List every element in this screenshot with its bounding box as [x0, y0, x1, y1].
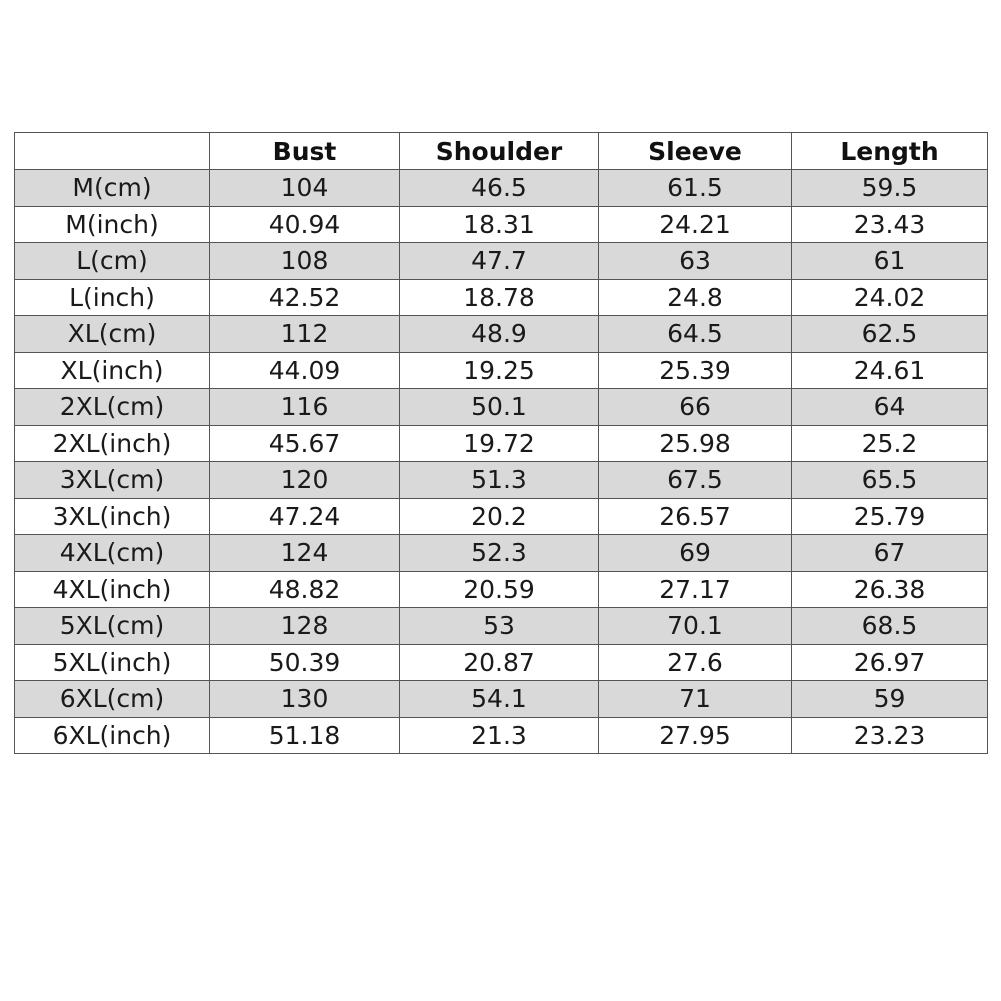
- table-row: [15, 681, 988, 718]
- cell-bust: 45.67: [210, 425, 400, 462]
- header-sleeve: Sleeve: [599, 133, 792, 170]
- table-row: [15, 170, 988, 207]
- cell-size: M(inch): [15, 206, 210, 243]
- table-body: [15, 170, 988, 754]
- header-size: [15, 133, 210, 170]
- cell-size: 5XL(cm): [15, 608, 210, 645]
- table-row: [15, 608, 988, 645]
- cell-size: 2XL(inch): [15, 425, 210, 462]
- cell-shoulder: 19.25: [400, 352, 599, 389]
- cell-length: 62.5: [792, 316, 988, 353]
- cell-size: 6XL(inch): [15, 717, 210, 754]
- cell-shoulder: 48.9: [400, 316, 599, 353]
- table-row: [15, 717, 988, 754]
- cell-size: L(cm): [15, 243, 210, 280]
- cell-sleeve: 27.17: [599, 571, 792, 608]
- cell-size: M(cm): [15, 170, 210, 207]
- cell-length: 59: [792, 681, 988, 718]
- cell-bust: 51.18: [210, 717, 400, 754]
- cell-sleeve: 69: [599, 535, 792, 572]
- cell-bust: 124: [210, 535, 400, 572]
- cell-length: 23.43: [792, 206, 988, 243]
- cell-sleeve: 25.39: [599, 352, 792, 389]
- cell-sleeve: 66: [599, 389, 792, 426]
- cell-length: 23.23: [792, 717, 988, 754]
- cell-sleeve: 70.1: [599, 608, 792, 645]
- cell-size: 6XL(cm): [15, 681, 210, 718]
- cell-shoulder: 52.3: [400, 535, 599, 572]
- cell-size: 4XL(cm): [15, 535, 210, 572]
- size-chart-table: [14, 132, 988, 754]
- cell-length: 61: [792, 243, 988, 280]
- table-header-row: [15, 133, 988, 170]
- cell-length: 68.5: [792, 608, 988, 645]
- table-row: [15, 206, 988, 243]
- cell-shoulder: 50.1: [400, 389, 599, 426]
- cell-shoulder: 51.3: [400, 462, 599, 499]
- cell-size: XL(inch): [15, 352, 210, 389]
- cell-size: L(inch): [15, 279, 210, 316]
- cell-bust: 42.52: [210, 279, 400, 316]
- cell-shoulder: 46.5: [400, 170, 599, 207]
- cell-sleeve: 25.98: [599, 425, 792, 462]
- cell-bust: 44.09: [210, 352, 400, 389]
- cell-shoulder: 54.1: [400, 681, 599, 718]
- cell-length: 59.5: [792, 170, 988, 207]
- cell-length: 67: [792, 535, 988, 572]
- cell-sleeve: 24.21: [599, 206, 792, 243]
- cell-bust: 47.24: [210, 498, 400, 535]
- cell-length: 25.79: [792, 498, 988, 535]
- cell-sleeve: 26.57: [599, 498, 792, 535]
- cell-length: 25.2: [792, 425, 988, 462]
- cell-size: 4XL(inch): [15, 571, 210, 608]
- cell-size: 2XL(cm): [15, 389, 210, 426]
- table-row: [15, 389, 988, 426]
- cell-bust: 48.82: [210, 571, 400, 608]
- cell-sleeve: 63: [599, 243, 792, 280]
- cell-sleeve: 27.95: [599, 717, 792, 754]
- table-row: [15, 462, 988, 499]
- cell-bust: 50.39: [210, 644, 400, 681]
- cell-length: 26.38: [792, 571, 988, 608]
- cell-sleeve: 64.5: [599, 316, 792, 353]
- cell-size: 3XL(inch): [15, 498, 210, 535]
- cell-length: 64: [792, 389, 988, 426]
- cell-shoulder: 20.59: [400, 571, 599, 608]
- cell-shoulder: 19.72: [400, 425, 599, 462]
- cell-shoulder: 18.31: [400, 206, 599, 243]
- cell-length: 24.02: [792, 279, 988, 316]
- cell-bust: 120: [210, 462, 400, 499]
- table-row: [15, 243, 988, 280]
- table-row: [15, 644, 988, 681]
- cell-bust: 116: [210, 389, 400, 426]
- cell-size: 3XL(cm): [15, 462, 210, 499]
- cell-sleeve: 61.5: [599, 170, 792, 207]
- table-row: [15, 535, 988, 572]
- cell-shoulder: 18.78: [400, 279, 599, 316]
- cell-sleeve: 67.5: [599, 462, 792, 499]
- cell-bust: 128: [210, 608, 400, 645]
- table-row: [15, 498, 988, 535]
- table-row: [15, 352, 988, 389]
- cell-bust: 104: [210, 170, 400, 207]
- cell-sleeve: 71: [599, 681, 792, 718]
- table-row: [15, 316, 988, 353]
- cell-shoulder: 53: [400, 608, 599, 645]
- cell-shoulder: 20.87: [400, 644, 599, 681]
- cell-bust: 40.94: [210, 206, 400, 243]
- cell-sleeve: 27.6: [599, 644, 792, 681]
- table-row: [15, 279, 988, 316]
- cell-length: 26.97: [792, 644, 988, 681]
- header-bust: Bust: [210, 133, 400, 170]
- cell-bust: 108: [210, 243, 400, 280]
- cell-shoulder: 21.3: [400, 717, 599, 754]
- table-row: [15, 425, 988, 462]
- table-row: [15, 571, 988, 608]
- cell-shoulder: 47.7: [400, 243, 599, 280]
- cell-length: 65.5: [792, 462, 988, 499]
- cell-size: XL(cm): [15, 316, 210, 353]
- cell-sleeve: 24.8: [599, 279, 792, 316]
- header-shoulder: Shoulder: [400, 133, 599, 170]
- cell-shoulder: 20.2: [400, 498, 599, 535]
- cell-length: 24.61: [792, 352, 988, 389]
- cell-bust: 112: [210, 316, 400, 353]
- cell-bust: 130: [210, 681, 400, 718]
- cell-size: 5XL(inch): [15, 644, 210, 681]
- header-length: Length: [792, 133, 988, 170]
